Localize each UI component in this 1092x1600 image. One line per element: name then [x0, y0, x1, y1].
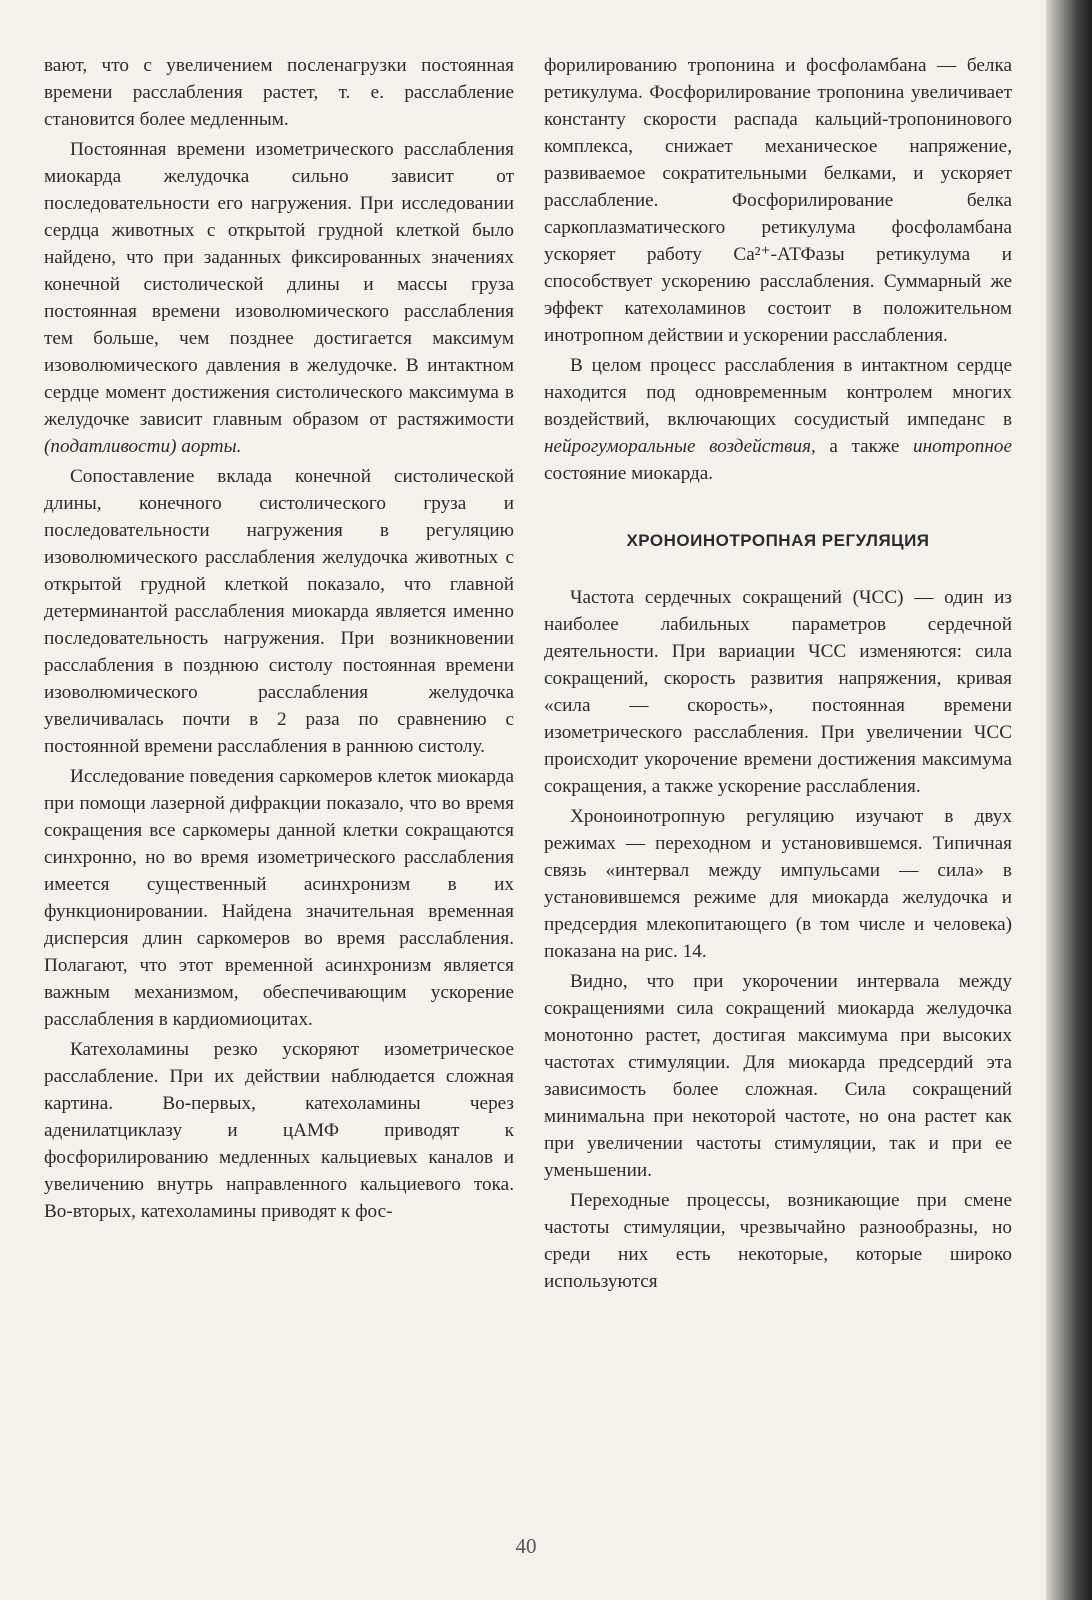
- paragraph: Катехоламины резко ускоряют изометрическое расслабление. При их действии наблюдается сложная картина. Во-первых, катехоламины через аденилатциклазу и цАМФ приводят к фосфорилированию медленных кальциевых каналов и увеличению внутрь направленного кальциевого тока. Во-вторых, катехоламины приводят к фос-: [44, 1039, 514, 1222]
- left-column: [44, 52, 514, 1225]
- paragraph: Исследование поведения саркомеров клеток миокарда при помощи лазерной дифракции показало, что во время сокращения все саркомеры данной клетки сокращаются синхронно, но во время изометрического расслабления имеется существенный асинхронизм в их функционировании. Найдена значительная временная дисперсия длин саркомеров во время расслабления. Полагают, что этот временной асинхронизм является важным механизмом, обеспечивающим ускорение расслабления в кардиомиоцитах.: [44, 766, 514, 1030]
- section-heading: ХРОНОИНОТРОПНАЯ РЕГУЛЯЦИЯ: [626, 531, 930, 550]
- paragraph: форилированию тропонина и фосфоламбана — белка ретикулума. Фосфорилирование тропонина увеличивает константу скорости распада кальций-тропонинового комплекса, снижает механическое напряжение, развиваемое сократительными белками, и ускоряет расслабление. Фосфорилирование белка саркоплазматического ретикулума фосфоламбана ускоряет работу Са²⁺-АТФазы ретикулума и способствует ускорению расслабления. Суммарный же эффект катехоламинов состоит в положительном инотропном действии и ускорении расслабления.: [544, 55, 1012, 346]
- paragraph: Переходные процессы, возникающие при смене частоты стимуляции, чрезвычайно разнообразны, но среди них есть некоторые, которые широко используются: [544, 1190, 1012, 1292]
- paragraph: В целом процесс расслабления в интактном сердце находится под одновременным контролем многих воздействий, включающих сосудистый импеданс в нейрогуморальные воздействия, а также инотропное состояние миокарда.: [544, 355, 1012, 484]
- page-binding-shadow: [1046, 0, 1092, 1600]
- paragraph: Постоянная времени изометрического расслабления миокарда желудочка сильно зависит от последовательности его нагружения. При исследовании сердца животных с открытой грудной клеткой было найдено, что при заданных фиксированных значениях конечной систолической длины и массы груза постоянная времени изоволюмического расслабления тем больше, чем позднее достигается максимум изоволюмического давления в желудочке. В интактном сердце момент достижения систолического максимума в желудочке зависит главным образом от растяжимости (податливости) аорты.: [44, 139, 514, 457]
- paragraph: Хроноинотропную регуляцию изучают в двух режимах — переходном и установившемся. Типичная связь «интервал между импульсами — сила» в установившемся режиме для миокарда желудочка и предсердия млекопитающего (в том числе и человека) показана на рис. 14.: [544, 806, 1012, 962]
- page-number: 40: [515, 1534, 537, 1558]
- paragraph: Частота сердечных сокращений (ЧСС) — один из наиболее лабильных параметров сердечной деятельности. При вариации ЧСС изменяются: сила сокращений, скорость развития напряжения, кривая «сила — скорость», постоянная времени изометрического расслабления. При увеличении ЧСС происходит укорочение времени достижения максимума сокращения, а также ускорение расслабления.: [544, 587, 1012, 797]
- paragraph: Сопоставление вклада конечной систолической длины, конечного систолического груза и последовательности нагружения в регуляцию изоволюмического расслабления желудочка животных с открытой грудной клеткой показало, что главной детерминантой расслабления миокарда является именно последовательность нагружения. При возникновении расслабления в позднюю систолу постоянная времени изоволюмического расслабления желудочка увеличивалась почти в 2 раза по сравнению с постоянной времени расслабления в раннюю систолу.: [44, 466, 514, 757]
- paragraph: вают, что с увеличением посленагрузки постоянная времени расслабления растет, т. е. расслабление становится более медленным.: [44, 55, 514, 130]
- right-column: [544, 52, 1012, 1295]
- paragraph: Видно, что при укорочении интервала между сокращениями сила сокращений миокарда желудочка монотонно растет, достигая максимума при высоких частотах стимуляции. Для миокарда предсердий эта зависимость более сложная. Сила сокращений минимальна при некоторой частоте, но она растет как при увеличении частоты стимуляции, так и при ее уменьшении.: [544, 971, 1012, 1181]
